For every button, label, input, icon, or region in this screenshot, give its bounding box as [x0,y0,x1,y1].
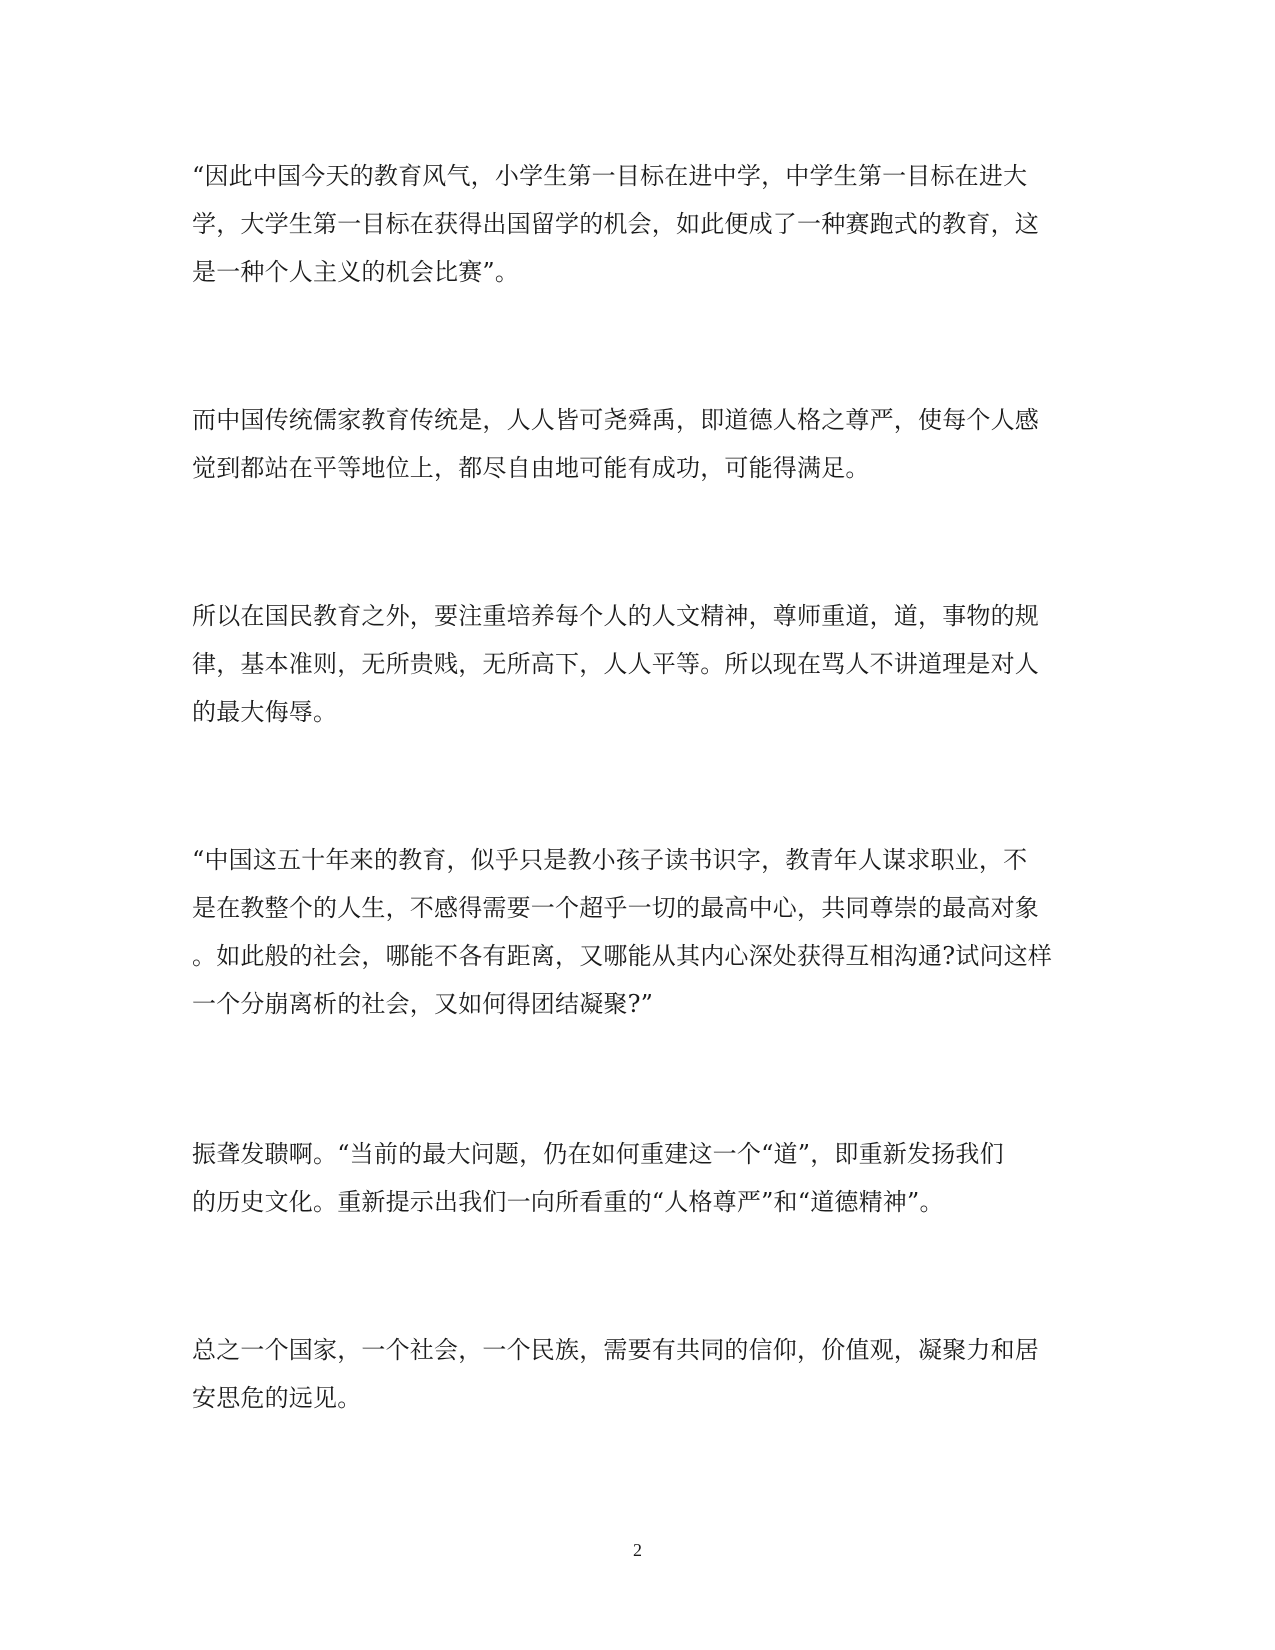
paragraph-line: “因此中国今天的教育风气，小学生第一目标在进中学，中学生第一目标在进大 [192,162,1028,190]
paragraph-line: 振聋发聩啊。“当前的最大问题，仍在如何重建这一个“道”，即重新发扬我们 [192,1140,1004,1168]
paragraph-line: 是一种个人主义的机会比赛”。 [192,258,520,286]
paragraph-line: 安思危的远见。 [192,1384,362,1412]
paragraph-line: 所以在国民教育之外，要注重培养每个人的人文精神，尊师重道，道，事物的规 [192,602,1039,630]
paragraph-line: “中国这五十年来的教育，似乎只是教小孩子读书识字，教青年人谋求职业，不 [192,846,1028,874]
paragraph-line: 的最大侮辱。 [192,698,338,726]
paragraph-line: 是在教整个的人生，不感得需要一个超乎一切的最高中心，共同尊崇的最高对象 [192,894,1039,922]
paragraph-line: 。如此般的社会，哪能不各有距离，又哪能从其内心深处获得互相沟通?试问这样 [192,942,1053,970]
paragraph-line: 一个分崩离析的社会，又如何得团结凝聚?” [192,990,654,1018]
paragraph-line: 的历史文化。重新提示出我们一向所看重的“人格尊严”和“道德精神”。 [192,1188,944,1216]
paragraph-2 [192,396,1082,492]
paragraph-5 [192,1130,1082,1226]
paragraph-1 [192,152,1082,296]
paragraph-4 [192,836,1082,1028]
page-number: 2 [633,1540,642,1560]
paragraph-line: 觉到都站在平等地位上，都尽自由地可能有成功，可能得满足。 [192,454,870,482]
paragraph-line: 律，基本准则，无所贵贱，无所高下，人人平等。所以现在骂人不讲道理是对人 [192,650,1039,678]
paragraph-3 [192,592,1082,736]
paragraph-line: 而中国传统儒家教育传统是，人人皆可尧舜禹，即道德人格之尊严，使每个人感 [192,406,1039,434]
paragraph-line: 总之一个国家，一个社会，一个民族，需要有共同的信仰，价值观，凝聚力和居 [192,1336,1039,1364]
paragraph-line: 学，大学生第一目标在获得出国留学的机会，如此便成了一种赛跑式的教育，这 [192,210,1039,238]
paragraph-6 [192,1326,1082,1422]
